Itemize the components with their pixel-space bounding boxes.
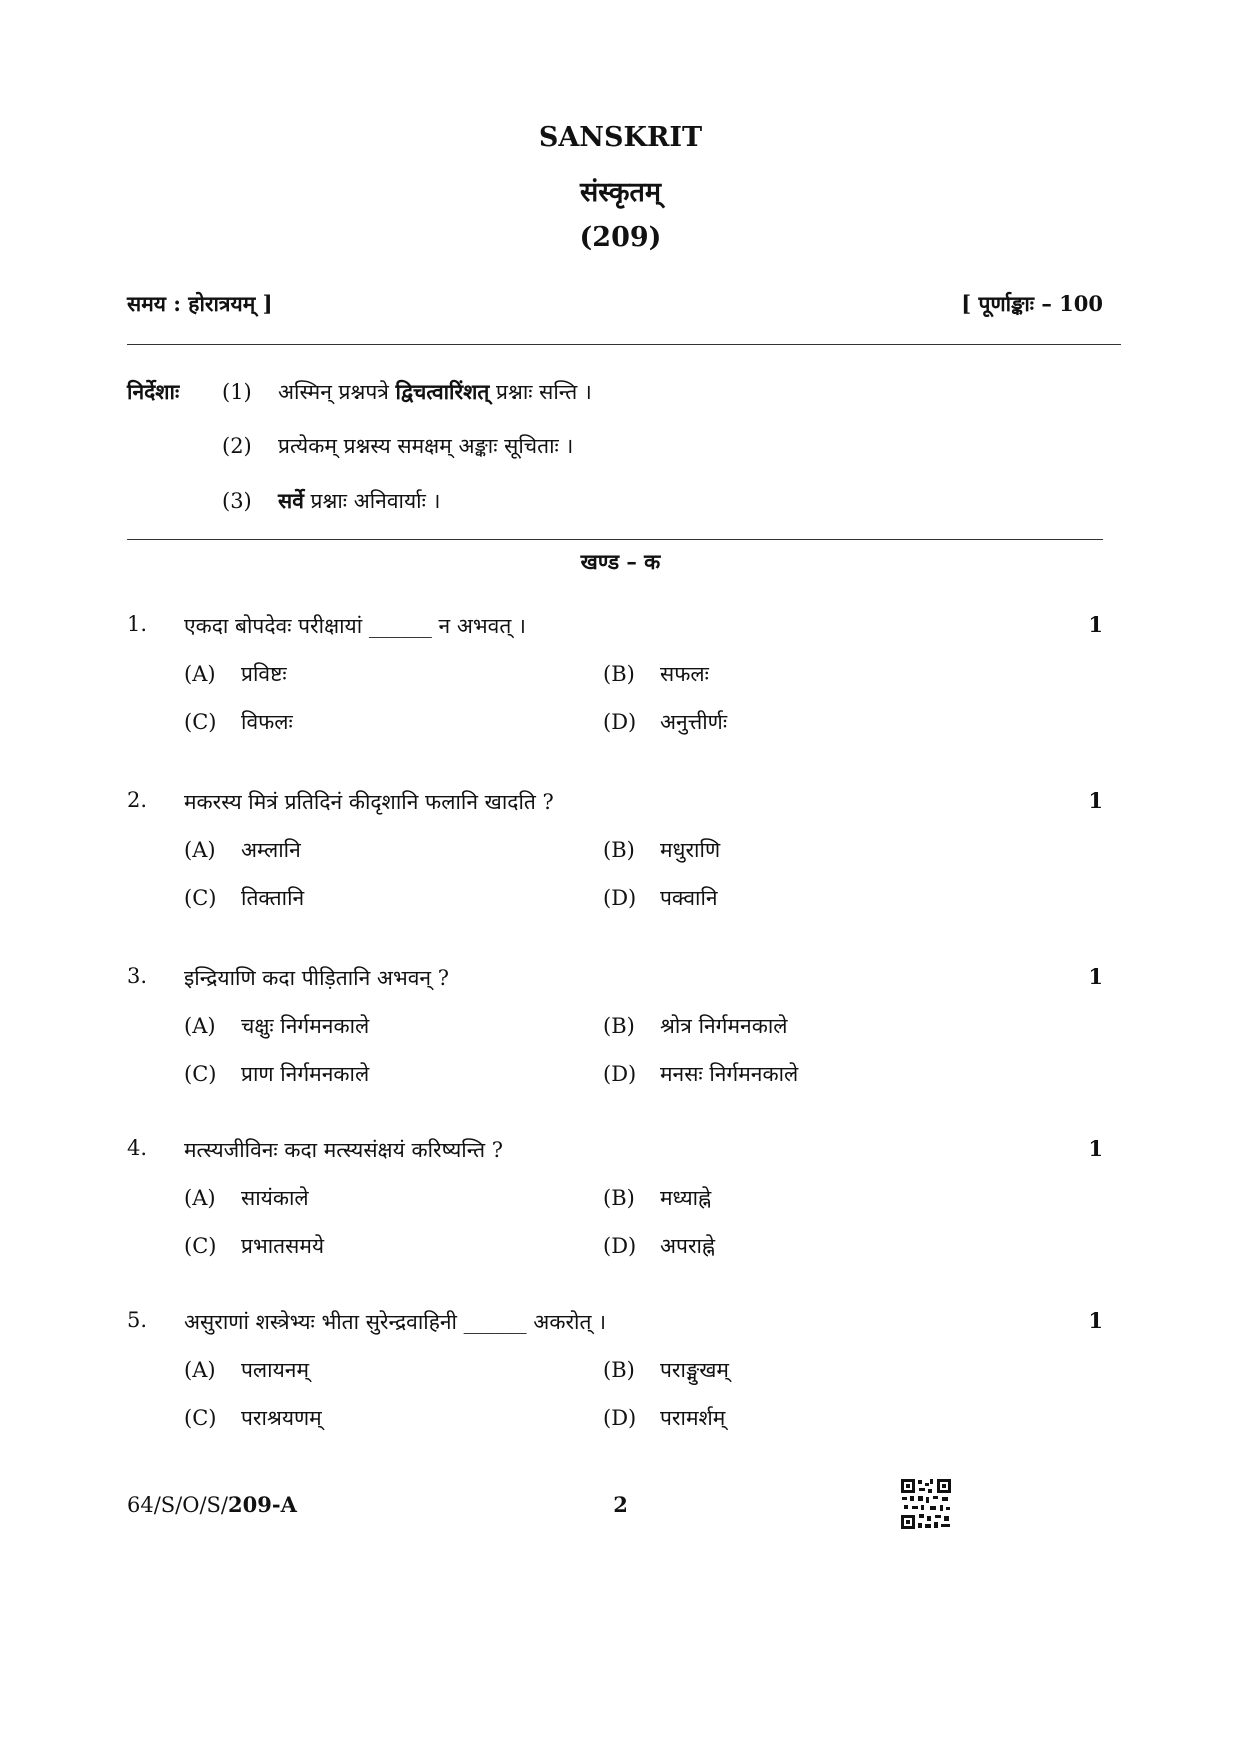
subject-title-english: SANSKRIT bbox=[538, 122, 703, 153]
option-label: (B) bbox=[603, 1358, 635, 1382]
instruction-text: अस्मिन् प्रश्नपत्रे bbox=[278, 380, 396, 404]
question-marks: 1 bbox=[1088, 1136, 1103, 1161]
instruction-number: (3) bbox=[222, 489, 252, 513]
instruction-text-bold: द्विचत्वारिंशत् bbox=[395, 379, 490, 404]
option-label: (A) bbox=[184, 838, 216, 862]
option-text: अपराह्ने bbox=[660, 1234, 716, 1258]
option-label: (B) bbox=[603, 1014, 635, 1038]
option-c bbox=[184, 884, 304, 912]
option-text: अनुत्तीर्णः bbox=[660, 710, 728, 734]
qr-code-icon bbox=[900, 1478, 952, 1530]
option-label: (A) bbox=[184, 1186, 216, 1210]
instruction-number: (2) bbox=[222, 434, 252, 458]
option-label: (C) bbox=[184, 1234, 217, 1258]
option-text: मनसः निर्गमनकाले bbox=[660, 1062, 799, 1086]
option-label: (D) bbox=[603, 710, 637, 734]
option-text: श्रोत्र निर्गमनकाले bbox=[660, 1014, 788, 1038]
option-d bbox=[603, 1060, 798, 1088]
instructions-divider bbox=[127, 539, 1103, 540]
option-a bbox=[184, 660, 287, 688]
option-text: तिक्तानि bbox=[241, 886, 305, 910]
question-text: मत्स्यजीविनः कदा मत्स्यसंक्षयं करिष्यन्ति ? bbox=[184, 1138, 504, 1162]
question-number: 5. bbox=[127, 1308, 148, 1332]
question-number: 3. bbox=[127, 964, 148, 988]
option-text: पलायनम् bbox=[241, 1358, 309, 1382]
option-label: (C) bbox=[184, 710, 217, 734]
question-marks: 1 bbox=[1088, 1308, 1103, 1333]
subject-code: (209) bbox=[579, 222, 662, 253]
instruction-item bbox=[222, 432, 573, 460]
option-label: (D) bbox=[603, 1234, 637, 1258]
question-marks: 1 bbox=[1088, 788, 1103, 813]
option-b bbox=[603, 1012, 788, 1040]
question-text: एकदा बोपदेवः परीक्षायां ______ न अभवत् । bbox=[184, 614, 526, 638]
option-b bbox=[603, 1184, 711, 1212]
instruction-text: प्रत्येकम् प्रश्नस्य समक्षम् अङ्काः सूचिताः । bbox=[278, 434, 574, 458]
option-d bbox=[603, 1232, 715, 1260]
instructions-label: निर्देशाः bbox=[127, 379, 180, 404]
instruction-text: प्रश्नाः अनिवार्याः । bbox=[303, 489, 441, 513]
option-text: प्रविष्टः bbox=[241, 662, 287, 686]
option-label: (B) bbox=[603, 1186, 635, 1210]
option-text: अम्लानि bbox=[241, 838, 301, 862]
header-divider bbox=[127, 344, 1121, 345]
option-d bbox=[603, 708, 727, 736]
paper-code-suffix: 209-A bbox=[228, 1492, 297, 1517]
option-label: (B) bbox=[603, 662, 635, 686]
option-c bbox=[184, 708, 293, 736]
option-text: सायंकाले bbox=[241, 1186, 309, 1210]
option-label: (C) bbox=[184, 1406, 217, 1430]
option-text: मधुराणि bbox=[660, 838, 721, 862]
question-text: इन्द्रियाणि कदा पीड़ितानि अभवन् ? bbox=[184, 966, 449, 990]
time-allowed: समय : होरात्रयम् ] bbox=[127, 291, 273, 316]
question-text: असुराणां शस्त्रेभ्यः भीता सुरेन्द्रवाहिनी ______ अकरोत् । bbox=[184, 1310, 607, 1334]
option-text: पराश्रयणम् bbox=[241, 1406, 322, 1430]
option-c bbox=[184, 1404, 322, 1432]
option-d bbox=[603, 1404, 725, 1432]
option-text: पराङ्मुखम् bbox=[660, 1358, 729, 1382]
instruction-number: (1) bbox=[222, 380, 252, 404]
option-label: (A) bbox=[184, 662, 216, 686]
option-label: (C) bbox=[184, 1062, 217, 1086]
option-c bbox=[184, 1232, 324, 1260]
option-text: पक्वानि bbox=[660, 886, 718, 910]
maximum-marks: [ पूर्णाङ्काः – 100 bbox=[961, 291, 1103, 316]
option-text: मध्याह्ने bbox=[660, 1186, 712, 1210]
option-c bbox=[184, 1060, 369, 1088]
option-a bbox=[184, 836, 301, 864]
option-text: प्राण निर्गमनकाले bbox=[241, 1062, 370, 1086]
option-label: (A) bbox=[184, 1358, 216, 1382]
option-a bbox=[184, 1012, 369, 1040]
question-text: मकरस्य मित्रं प्रतिदिनं कीदृशानि फलानि खादति ? bbox=[184, 790, 554, 814]
option-text: विफलः bbox=[241, 710, 293, 734]
option-text: परामर्शम् bbox=[660, 1406, 726, 1430]
instruction-text-bold: सर्वे bbox=[278, 488, 304, 513]
option-label: (A) bbox=[184, 1014, 216, 1038]
option-label: (D) bbox=[603, 1062, 637, 1086]
option-b bbox=[603, 1356, 729, 1384]
option-label: (D) bbox=[603, 1406, 637, 1430]
section-title: खण्ड – क bbox=[580, 549, 661, 574]
subject-title-sanskrit: संस्कृतम् bbox=[579, 177, 662, 208]
option-a bbox=[184, 1184, 309, 1212]
instruction-item bbox=[222, 487, 440, 515]
option-text: सफलः bbox=[660, 662, 709, 686]
option-a bbox=[184, 1356, 309, 1384]
option-text: चक्षुः निर्गमनकाले bbox=[241, 1014, 370, 1038]
option-d bbox=[603, 884, 718, 912]
option-label: (B) bbox=[603, 838, 635, 862]
instruction-text: प्रश्नाः सन्ति । bbox=[489, 380, 592, 404]
option-label: (C) bbox=[184, 886, 217, 910]
paper-code-prefix: 64/S/O/S/ bbox=[127, 1493, 229, 1517]
question-marks: 1 bbox=[1088, 612, 1103, 637]
question-number: 1. bbox=[127, 612, 148, 636]
question-marks: 1 bbox=[1088, 964, 1103, 989]
option-b bbox=[603, 660, 709, 688]
instruction-item bbox=[222, 378, 592, 406]
option-b bbox=[603, 836, 720, 864]
option-text: प्रभातसमये bbox=[241, 1234, 325, 1258]
question-number: 4. bbox=[127, 1136, 148, 1160]
question-number: 2. bbox=[127, 788, 148, 812]
page-number: 2 bbox=[613, 1492, 628, 1517]
option-label: (D) bbox=[603, 886, 637, 910]
